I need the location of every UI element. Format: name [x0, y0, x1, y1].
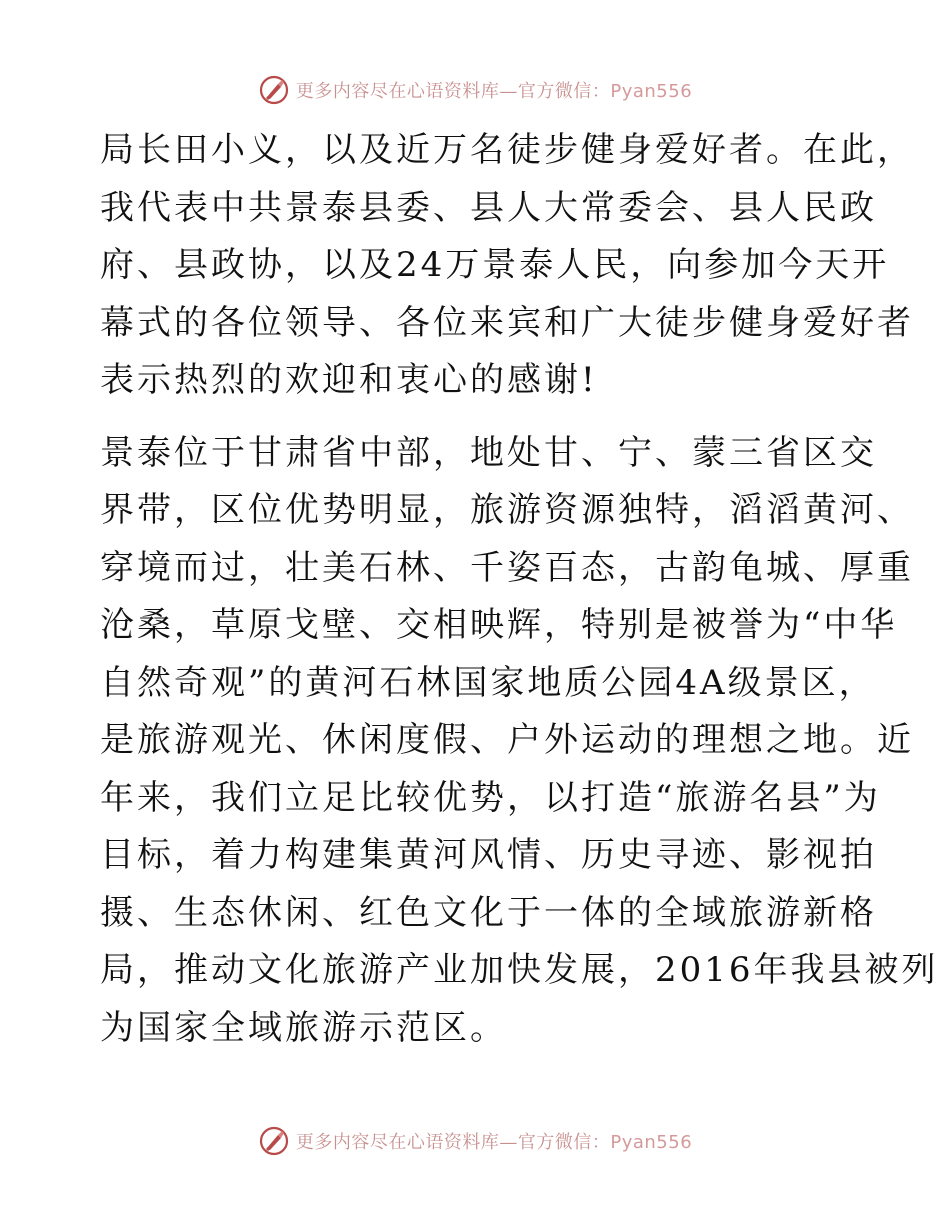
text-line: 自然奇观”的黄河石林国家地质公园4A级景区， [100, 662, 876, 703]
text-line: 局长田小义，以及近万名徒步健身爱好者。在此， [100, 130, 914, 170]
text-line: 幕式的各位领导、各位来宾和广大徒步健身爱好者 [100, 302, 914, 343]
header-banner-handle: Pyan556 [610, 81, 693, 102]
pen-logo-icon [258, 74, 290, 106]
text-line: 为国家全域旅游示范区。 [100, 1007, 507, 1048]
text-line: 穿境而过，壮美石林、千姿百态，古韵龟城、厚重 [100, 547, 914, 588]
text-line: 局，推动文化旅游产业加快发展，2016年我县被列 [100, 950, 939, 990]
header-banner-text: 更多内容尽在心语资料库—官方微信： [295, 81, 611, 102]
header-banner [0, 70, 950, 110]
footer-banner-handle: Pyan556 [610, 1132, 693, 1153]
text-line: 界带，区位优势明显，旅游资源独特，滔滔黄河、 [100, 490, 914, 530]
text-line: 我代表中共景泰县委、县人大常委会、县人民政 [100, 187, 877, 228]
text-line: 府、县政协，以及24万景泰人民，向参加今天开 [100, 245, 890, 285]
text-line: 目标，着力构建集黄河风情、历史寻迹、影视拍 [100, 835, 877, 875]
text-line: 摄、生态休闲、红色文化于一体的全域旅游新格 [100, 892, 877, 933]
text-line: 表示热烈的欢迎和衷心的感谢! [100, 360, 598, 400]
text-line: 沧桑，草原戈壁、交相映辉，特别是被誉为“中华 [100, 605, 898, 645]
text-line: 景泰位于甘肃省中部，地处甘、宁、蒙三省区交 [100, 432, 877, 473]
footer-banner [0, 1121, 950, 1161]
pen-logo-icon [258, 1125, 290, 1157]
paragraph [100, 122, 914, 410]
text-line: 年来，我们立足比较优势，以打造“旅游名县”为 [100, 777, 881, 818]
document-body [100, 122, 939, 1057]
text-line: 是旅游观光、休闲度假、户外运动的理想之地。近 [100, 720, 914, 760]
footer-banner-text: 更多内容尽在心语资料库—官方微信： [295, 1132, 611, 1153]
paragraph [100, 425, 939, 1058]
